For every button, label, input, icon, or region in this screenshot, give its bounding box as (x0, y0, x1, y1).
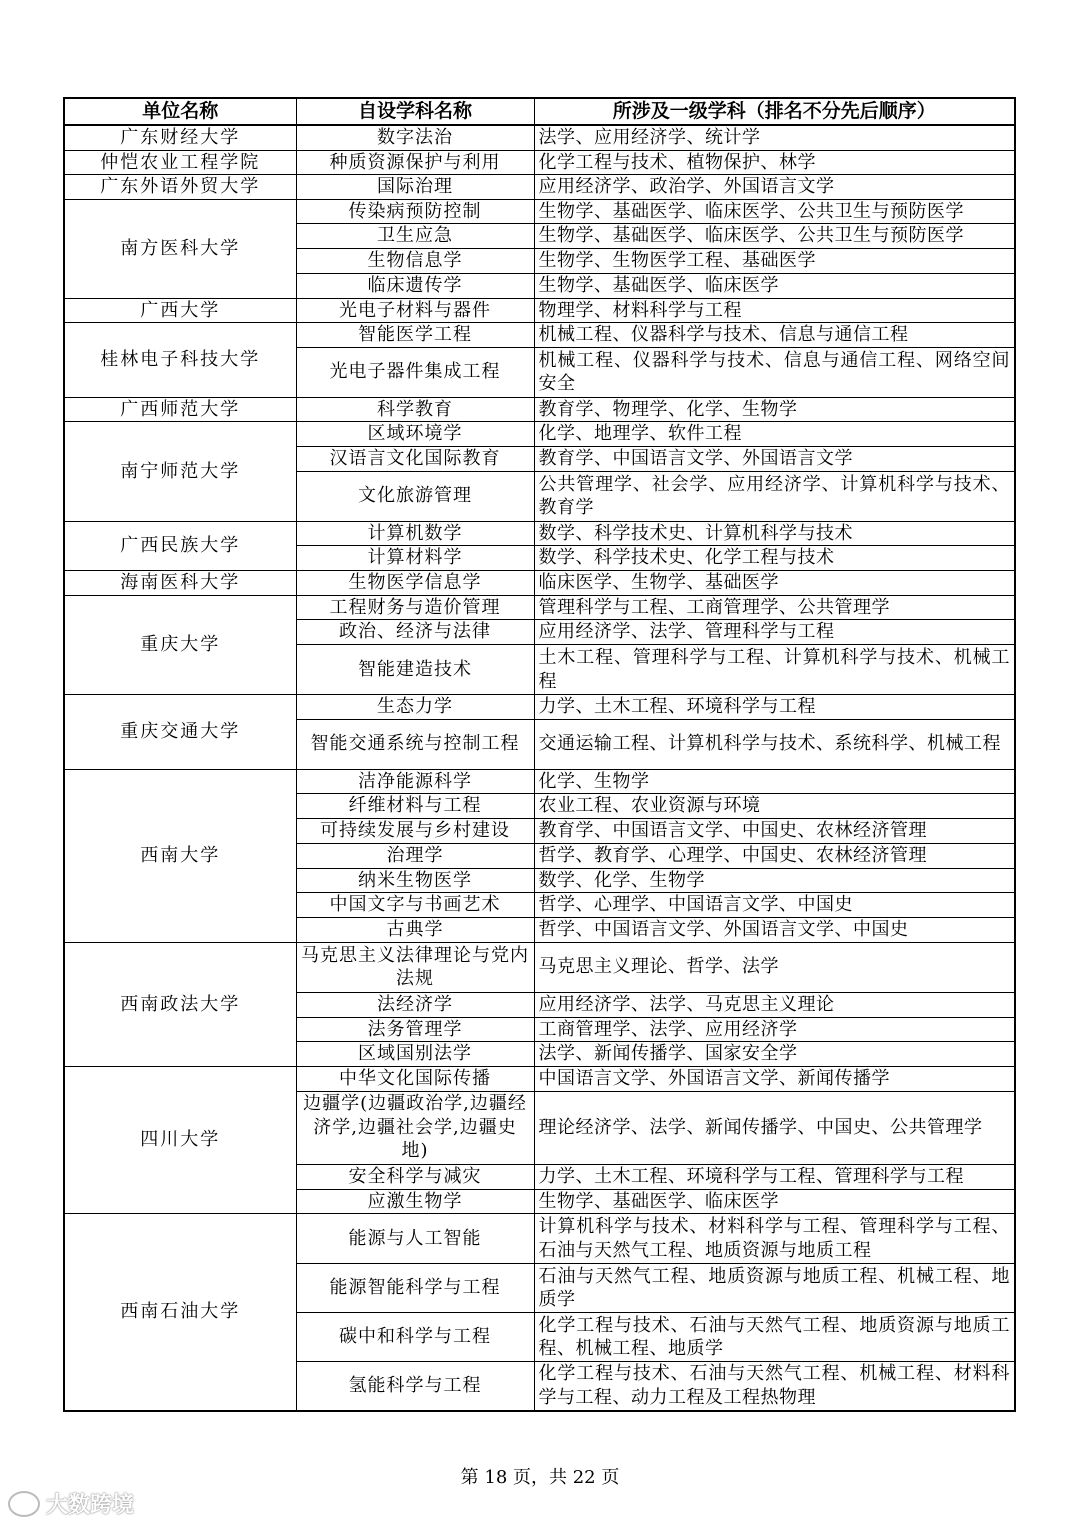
discipline-table (63, 97, 1016, 1412)
related-disciplines-cell: 化学工程与技术、植物保护、林学 (534, 150, 1015, 175)
table-body (64, 125, 1015, 1411)
table-header-row (64, 98, 1015, 125)
subject-name-cell: 法经济学 (296, 992, 534, 1017)
unit-name-cell: 西南大学 (64, 769, 296, 942)
unit-name-cell: 重庆交通大学 (64, 695, 296, 770)
related-disciplines-cell: 理论经济学、法学、新闻传播学、中国史、公共管理学 (534, 1091, 1015, 1164)
subject-name-cell: 氢能科学与工程 (296, 1362, 534, 1411)
related-disciplines-cell: 数学、科学技术史、化学工程与技术 (534, 546, 1015, 571)
unit-name-cell: 西南石油大学 (64, 1214, 296, 1411)
unit-name-cell: 广东财经大学 (64, 125, 296, 150)
subject-name-cell: 治理学 (296, 843, 534, 868)
related-disciplines-cell: 生物学、基础医学、临床医学、公共卫生与预防医学 (534, 224, 1015, 249)
table-row (64, 298, 1015, 323)
unit-name-cell: 南方医科大学 (64, 199, 296, 298)
related-disciplines-cell: 计算机科学与技术、材料科学与工程、管理科学与工程、石油与天然气工程、地质资源与地质工程 (534, 1214, 1015, 1264)
subject-name-cell: 区域国别法学 (296, 1042, 534, 1067)
table-row (64, 422, 1015, 447)
subject-name-cell: 计算材料学 (296, 546, 534, 571)
table-row (64, 695, 1015, 720)
related-disciplines-cell: 土木工程、管理科学与工程、计算机科学与技术、机械工程 (534, 645, 1015, 695)
header-fields: 所涉及一级学科（排名不分先后顺序） (534, 98, 1015, 125)
table-row (64, 199, 1015, 224)
subject-name-cell: 碳中和科学与工程 (296, 1313, 534, 1362)
unit-name-cell: 南宁师范大学 (64, 422, 296, 522)
header-subject: 自设学科名称 (296, 98, 534, 125)
related-disciplines-cell: 化学工程与技术、石油与天然气工程、机械工程、材料科学与工程、动力工程及工程热物理 (534, 1362, 1015, 1411)
related-disciplines-cell: 应用经济学、政治学、外国语言文学 (534, 175, 1015, 200)
subject-name-cell: 应激生物学 (296, 1189, 534, 1214)
subject-name-cell: 政治、经济与法律 (296, 620, 534, 645)
subject-name-cell: 区域环境学 (296, 422, 534, 447)
subject-name-cell: 临床遗传学 (296, 273, 534, 298)
related-disciplines-cell: 工商管理学、法学、应用经济学 (534, 1017, 1015, 1042)
subject-name-cell: 生态力学 (296, 695, 534, 720)
table-row (64, 125, 1015, 150)
related-disciplines-cell: 力学、土木工程、环境科学与工程、管理科学与工程 (534, 1164, 1015, 1189)
related-disciplines-cell: 生物学、生物医学工程、基础医学 (534, 249, 1015, 274)
table-row (64, 323, 1015, 348)
subject-name-cell: 计算机数学 (296, 521, 534, 546)
unit-name-cell: 重庆大学 (64, 595, 296, 695)
related-disciplines-cell: 生物学、基础医学、临床医学 (534, 1189, 1015, 1214)
subject-name-cell: 能源智能科学与工程 (296, 1264, 534, 1313)
subject-name-cell: 古典学 (296, 918, 534, 943)
subject-name-cell: 生物医学信息学 (296, 571, 534, 596)
related-disciplines-cell: 生物学、基础医学、临床医学 (534, 273, 1015, 298)
subject-name-cell: 科学教育 (296, 397, 534, 422)
unit-name-cell: 广西师范大学 (64, 397, 296, 422)
subject-name-cell: 智能交通系统与控制工程 (296, 719, 534, 769)
subject-name-cell: 汉语言文化国际教育 (296, 446, 534, 471)
related-disciplines-cell: 农业工程、农业资源与环境 (534, 794, 1015, 819)
related-disciplines-cell: 数学、化学、生物学 (534, 868, 1015, 893)
subject-name-cell: 生物信息学 (296, 249, 534, 274)
unit-name-cell: 广西民族大学 (64, 521, 296, 571)
related-disciplines-cell: 临床医学、生物学、基础医学 (534, 571, 1015, 596)
header-unit: 单位名称 (64, 98, 296, 125)
page-footer: 第 18 页，共 22 页 (460, 1467, 620, 1488)
related-disciplines-cell: 石油与天然气工程、地质资源与地质工程、机械工程、地质学 (534, 1264, 1015, 1313)
related-disciplines-cell: 马克思主义理论、哲学、法学 (534, 942, 1015, 992)
subject-name-cell: 纤维材料与工程 (296, 794, 534, 819)
subject-name-cell: 法务管理学 (296, 1017, 534, 1042)
related-disciplines-cell: 机械工程、仪器科学与技术、信息与通信工程 (534, 323, 1015, 348)
subject-name-cell: 中华文化国际传播 (296, 1067, 534, 1092)
related-disciplines-cell: 法学、新闻传播学、国家安全学 (534, 1042, 1015, 1067)
related-disciplines-cell: 哲学、心理学、中国语言文学、中国史 (534, 893, 1015, 918)
subject-name-cell: 光电子材料与器件 (296, 298, 534, 323)
subject-name-cell: 文化旅游管理 (296, 471, 534, 521)
related-disciplines-cell: 力学、土木工程、环境科学与工程 (534, 695, 1015, 720)
table-row (64, 1067, 1015, 1092)
related-disciplines-cell: 数学、科学技术史、计算机科学与技术 (534, 521, 1015, 546)
table-row (64, 769, 1015, 794)
related-disciplines-cell: 交通运输工程、计算机科学与技术、系统科学、机械工程 (534, 719, 1015, 769)
subject-name-cell: 纳米生物医学 (296, 868, 534, 893)
watermark-logo-icon (8, 1491, 40, 1517)
subject-name-cell: 中国文字与书画艺术 (296, 893, 534, 918)
subject-name-cell: 智能建造技术 (296, 645, 534, 695)
subject-name-cell: 能源与人工智能 (296, 1214, 534, 1264)
subject-name-cell: 国际治理 (296, 175, 534, 200)
related-disciplines-cell: 生物学、基础医学、临床医学、公共卫生与预防医学 (534, 199, 1015, 224)
table-row (64, 521, 1015, 546)
subject-name-cell: 洁净能源科学 (296, 769, 534, 794)
unit-name-cell: 桂林电子科技大学 (64, 323, 296, 398)
unit-name-cell: 仲恺农业工程学院 (64, 150, 296, 175)
related-disciplines-cell: 哲学、教育学、心理学、中国史、农林经济管理 (534, 843, 1015, 868)
related-disciplines-cell: 法学、应用经济学、统计学 (534, 125, 1015, 150)
related-disciplines-cell: 化学工程与技术、石油与天然气工程、地质资源与地质工程、机械工程、地质学 (534, 1313, 1015, 1362)
table-row (64, 942, 1015, 992)
subject-name-cell: 种质资源保护与利用 (296, 150, 534, 175)
subject-name-cell: 可持续发展与乡村建设 (296, 819, 534, 844)
watermark-text: 大数跨境 (46, 1493, 135, 1518)
table-row (64, 1214, 1015, 1264)
unit-name-cell: 西南政法大学 (64, 942, 296, 1067)
related-disciplines-cell: 教育学、物理学、化学、生物学 (534, 397, 1015, 422)
subject-name-cell: 工程财务与造价管理 (296, 595, 534, 620)
related-disciplines-cell: 应用经济学、法学、管理科学与工程 (534, 620, 1015, 645)
table-row (64, 150, 1015, 175)
subject-name-cell: 马克思主义法律理论与党内法规 (296, 942, 534, 992)
subject-name-cell: 边疆学(边疆政治学,边疆经济学,边疆社会学,边疆史地) (296, 1091, 534, 1164)
unit-name-cell: 广西大学 (64, 298, 296, 323)
related-disciplines-cell: 中国语言文学、外国语言文学、新闻传播学 (534, 1067, 1015, 1092)
watermark (8, 1488, 134, 1519)
table-row (64, 595, 1015, 620)
table-row (64, 571, 1015, 596)
related-disciplines-cell: 公共管理学、社会学、应用经济学、计算机科学与技术、教育学 (534, 471, 1015, 521)
related-disciplines-cell: 教育学、中国语言文学、外国语言文学 (534, 446, 1015, 471)
table-row (64, 397, 1015, 422)
related-disciplines-cell: 教育学、中国语言文学、中国史、农林经济管理 (534, 819, 1015, 844)
related-disciplines-cell: 物理学、材料科学与工程 (534, 298, 1015, 323)
table-row (64, 175, 1015, 200)
subject-name-cell: 安全科学与减灾 (296, 1164, 534, 1189)
subject-name-cell: 卫生应急 (296, 224, 534, 249)
unit-name-cell: 海南医科大学 (64, 571, 296, 596)
subject-name-cell: 光电子器件集成工程 (296, 347, 534, 397)
related-disciplines-cell: 化学、生物学 (534, 769, 1015, 794)
subject-name-cell: 传染病预防控制 (296, 199, 534, 224)
related-disciplines-cell: 应用经济学、法学、马克思主义理论 (534, 992, 1015, 1017)
related-disciplines-cell: 化学、地理学、软件工程 (534, 422, 1015, 447)
subject-name-cell: 数字法治 (296, 125, 534, 150)
unit-name-cell: 广东外语外贸大学 (64, 175, 296, 200)
related-disciplines-cell: 哲学、中国语言文学、外国语言文学、中国史 (534, 918, 1015, 943)
related-disciplines-cell: 管理科学与工程、工商管理学、公共管理学 (534, 595, 1015, 620)
subject-name-cell: 智能医学工程 (296, 323, 534, 348)
related-disciplines-cell: 机械工程、仪器科学与技术、信息与通信工程、网络空间安全 (534, 347, 1015, 397)
unit-name-cell: 四川大学 (64, 1067, 296, 1214)
